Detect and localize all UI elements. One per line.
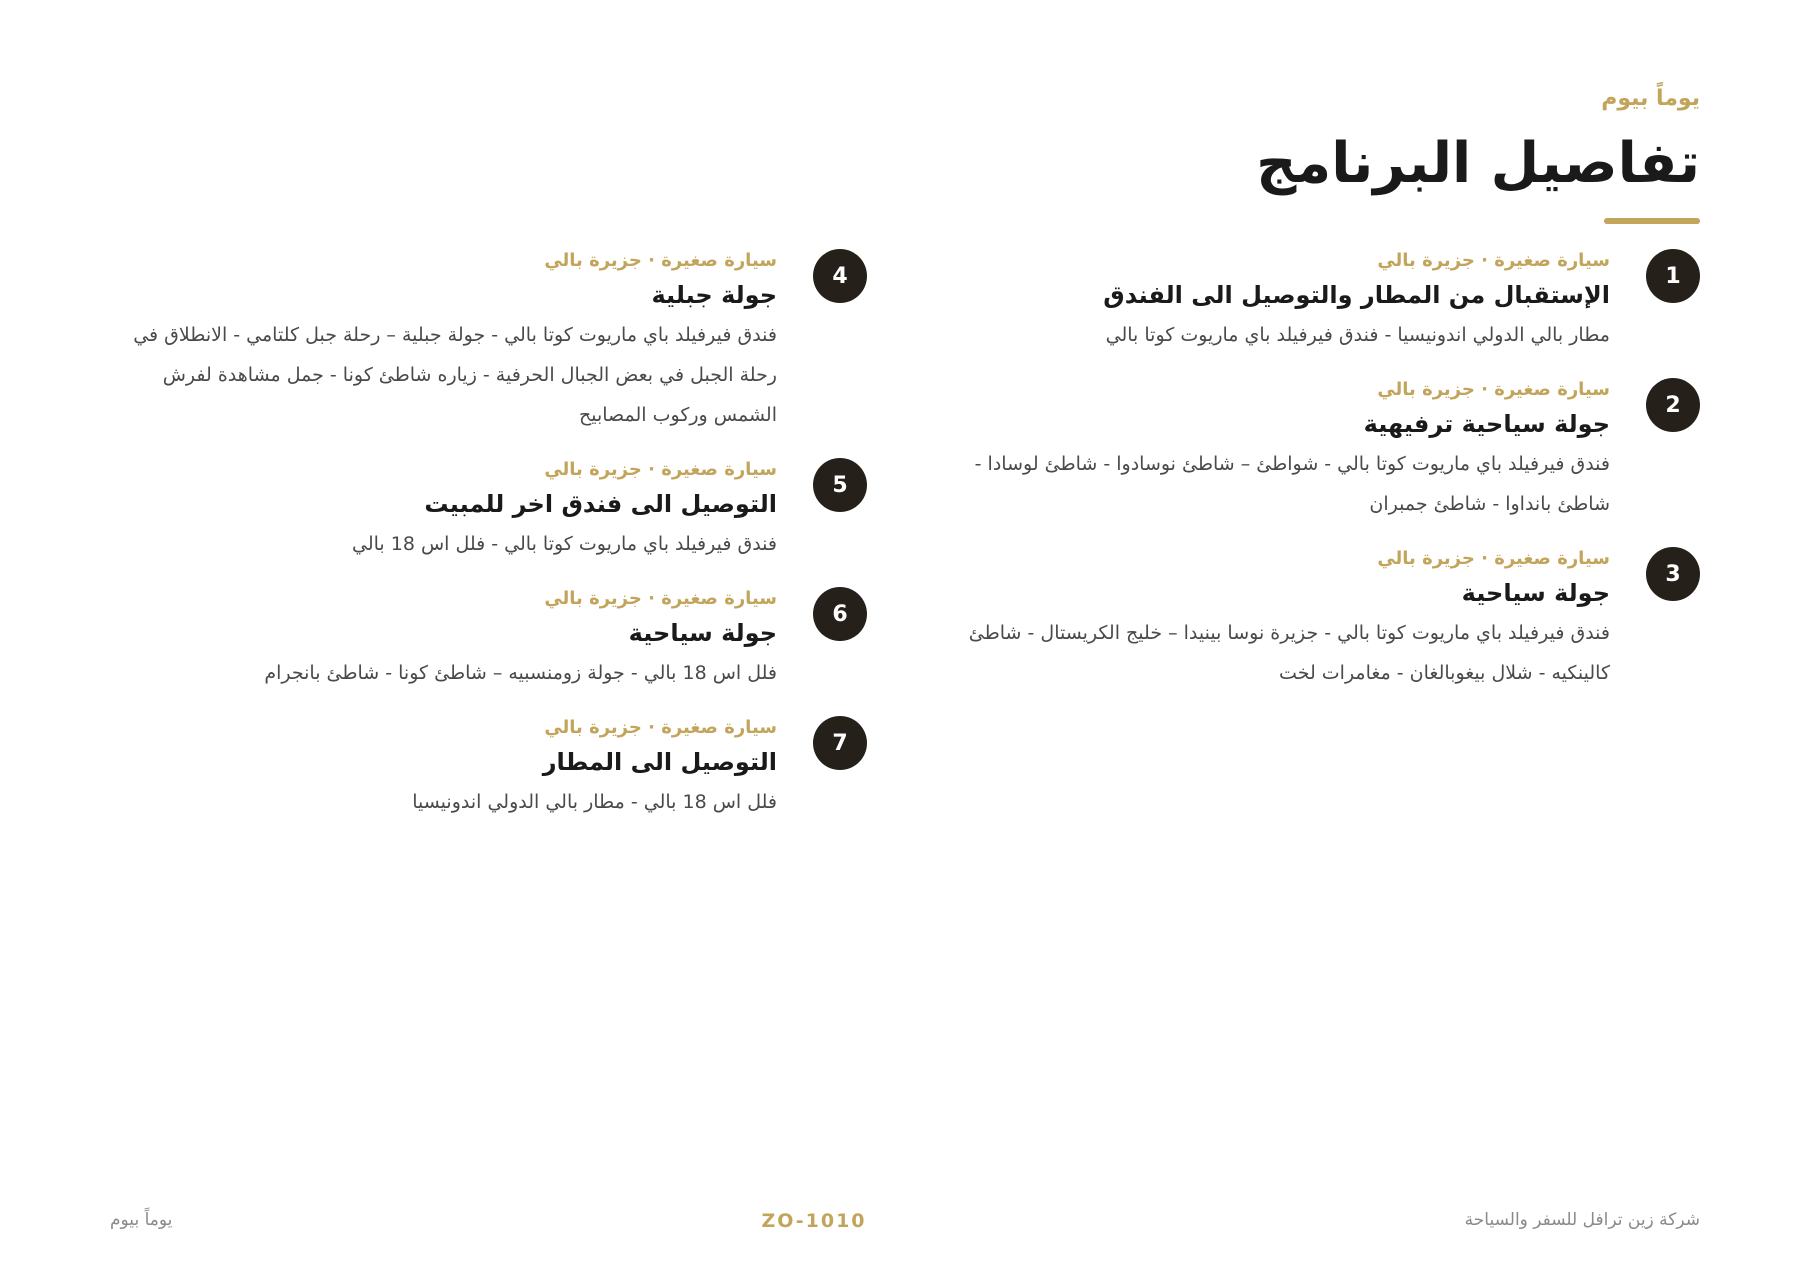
- day-item-2: [940, 376, 1700, 545]
- section-eyebrow: يوماً بيوم: [1601, 86, 1700, 111]
- day-title: جولة سياحية: [1461, 579, 1610, 607]
- day-item-3: [940, 545, 1700, 693]
- footer-section-label: يوماً بيوم: [110, 1210, 173, 1230]
- itinerary-column-right: [940, 247, 1700, 693]
- day-item-6: [107, 585, 867, 714]
- day-number-badge: 7: [813, 716, 867, 770]
- day-number-badge: 4: [813, 249, 867, 303]
- day-title: التوصيل الى فندق اخر للمبيت: [424, 490, 777, 518]
- day-description: فندق فيرفيلد باي ماريوت كوتا بالي - شواطئ – شاطئ نوسادوا - شاطئ لوسادا - شاطئ بانداوا - شاطئ جمبران: [974, 453, 1610, 515]
- page-title: تفاصيل البرنامج: [1256, 131, 1700, 196]
- day-description: فلل اس 18 بالي - جولة زومنسبيه – شاطئ كونا - شاطئ بانجرام: [264, 662, 777, 684]
- day-description: فندق فيرفيلد باي ماريوت كوتا بالي - جزيرة نوسا بينيدا – خليج الكريستال - شاطئ كالينكيه - شلال بيغوبالغان - مغامرات لخت: [968, 622, 1610, 684]
- day-description: فندق فيرفيلد باي ماريوت كوتا بالي - فلل اس 18 بالي: [351, 533, 777, 555]
- day-title: جولة سياحية ترفيهية: [1363, 410, 1610, 438]
- day-title: جولة سياحية: [628, 619, 777, 647]
- day-item-7: [107, 714, 867, 822]
- day-item-5: [107, 456, 867, 585]
- day-item-4: [107, 247, 867, 456]
- day-meta: سيارة صغيرة · جزيرة بالي: [1377, 379, 1610, 400]
- itinerary-column-left: [107, 247, 867, 822]
- day-number-badge: 5: [813, 458, 867, 512]
- day-title: جولة جبلية: [651, 281, 777, 309]
- day-number-badge: 1: [1646, 249, 1700, 303]
- day-meta: سيارة صغيرة · جزيرة بالي: [544, 717, 777, 738]
- day-meta: سيارة صغيرة · جزيرة بالي: [544, 588, 777, 609]
- day-description: فلل اس 18 بالي - مطار بالي الدولي اندونيسيا: [412, 791, 777, 813]
- day-number-badge: 6: [813, 587, 867, 641]
- footer-program-code: ZO-1010: [761, 1210, 867, 1232]
- day-meta: سيارة صغيرة · جزيرة بالي: [544, 459, 777, 480]
- day-description: مطار بالي الدولي اندونيسيا - فندق فيرفيلد باي ماريوت كوتا بالي: [1105, 324, 1610, 346]
- day-title: الإستقبال من المطار والتوصيل الى الفندق: [1103, 281, 1610, 309]
- day-description: فندق فيرفيلد باي ماريوت كوتا بالي - جولة جبلية – رحلة جبل كلتامي - الانطلاق في رحلة الجبل في بعض الجبال الحرفية - زياره شاطئ كونا - جمل مشاهدة لفرش الشمس وركوب المصابيح: [133, 324, 777, 426]
- day-item-1: [940, 247, 1700, 376]
- day-meta: سيارة صغيرة · جزيرة بالي: [1377, 548, 1610, 569]
- day-number-badge: 2: [1646, 378, 1700, 432]
- day-meta: سيارة صغيرة · جزيرة بالي: [544, 250, 777, 271]
- day-number-badge: 3: [1646, 547, 1700, 601]
- day-title: التوصيل الى المطار: [542, 748, 777, 776]
- footer-company-name: شركة زين ترافل للسفر والسياحة: [1464, 1210, 1700, 1230]
- day-meta: سيارة صغيرة · جزيرة بالي: [1377, 250, 1610, 271]
- title-underline: [1604, 218, 1700, 224]
